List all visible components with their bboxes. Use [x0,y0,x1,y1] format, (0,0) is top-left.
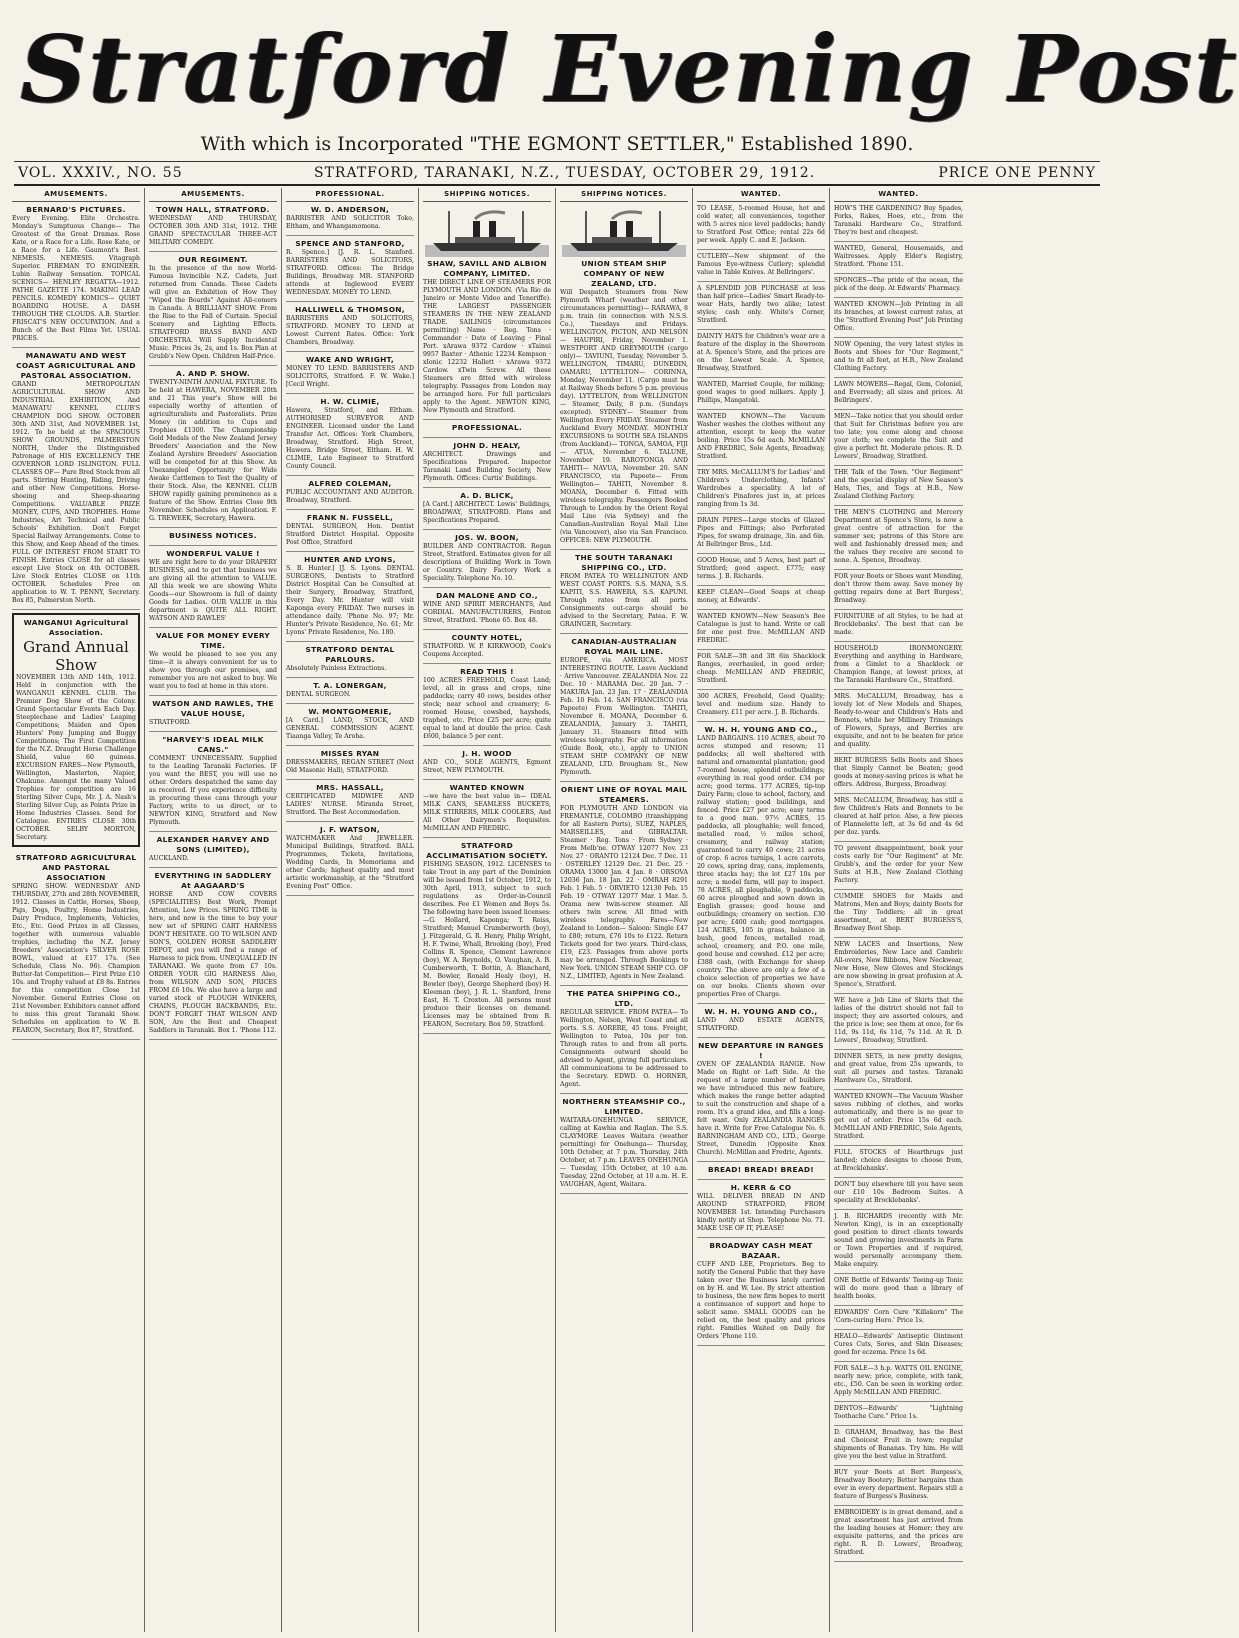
advertisement-body: MRS. McCALLUM, Broadway, has still a few Children's Hats and Bonnets to be cleared at half price. Also, a few pieces of Flannelette left, at 3s 6d and 4s 6d per doz. yards. [834,797,963,836]
advertisement-body: D. GRAHAM, Broadway, has the Best and Choicest Fruit in town; regular shipments of Bananas. Try him. He will give you the best value in Stratford. [834,1429,963,1460]
advertisement-heading: HALLIWELL & THOMSON, [295,305,405,314]
advertisement-body: CUTLERY—New shipment of the Famous Eye-witness Cutlery; splendid value in Table Knives. At Bellringers'. [697,253,825,276]
advertisement [12,850,140,1040]
advertisement [834,1210,963,1274]
advertisement [697,378,825,410]
advertisement [560,202,688,550]
advertisement-heading: STRATFORD AGRICULTURAL AND PASTORAL ASSOCIATION [15,853,137,882]
advertisement-body: HOUSEHOLD IRONMONGERY. Everything and anything in Hardware, from a Gimlet to a Shacklock or Champion Range, at lowest prices, at the Taranaki Hardware Co., Stratford. [834,645,963,684]
advertisement-body: FOR SALE—3ft and 3ft 6in Shacklock Ranges, overhauled, in good order; cheap. McMILLAN AND FREDRIC, Stratford. [697,653,825,684]
advertisement-body: WEDNESDAY AND THURSDAY, OCTOBER 30th AND 31st, 1912. THE GRAND SPECTACULAR THREE-ACT MILITARY COMEDY. [149,215,277,246]
advertisement-heading: DAN MALONE AND CO., [436,591,538,600]
advertisement [560,550,688,634]
advertisement-heading: BROADWAY CASH MEAT BAZAAR. [709,1241,813,1260]
column-2 [145,188,282,1632]
advertisement-heading: NORTHERN STEAMSHIP CO., LIMITED. [562,1097,686,1116]
advertisement-body: WANTED, General, Housemaids, and Waitresses. Apply Elder's Registry, Stratford. 'Phone 151. [834,245,963,268]
advertisement [286,678,414,704]
advertisement-body: [A Card.] ARCHITECT. Lewis' Buildings, BROADWAY, STRATFORD. Plans and Specifications Prepared. [423,501,551,524]
advertisement-body: WANTED KNOWN—The Vacuum Washer saves rubbing of clothes, and works automatically, and there is no gear to get out of order. Price 15s 6d each. McMILLAN AND FREDRIC, Sole Agents, Stratford. [834,1093,963,1140]
advertisement [834,1426,963,1466]
advertisement [149,628,277,696]
advertisement [149,868,277,1040]
advertisement-heading: WATSON AND RAWLES, THE VALUE HOUSE, [152,699,274,718]
advertisement-body: MONEY TO LEND. BARRISTERS AND SOLICITORS, Stratford. F. W. Wake.] [Cecil Wright. [286,365,414,388]
advertisement [423,488,551,530]
advertisement [560,986,688,1094]
advertisement-body: Hawera, Stratford, and Eltham. AUTHORISED SURVEYOR AND ENGINEER. Licensed under the Land Transfer Act. Offices: York Chambers, Broadway, Stratford. High Street, Hawera. Bridge Street, Eltham. H. W. CLIMIE, Late Engineer to Stratford County Council. [286,407,414,470]
advertisement [423,838,551,1034]
advertisement-heading: T. A. LONERGAN, [313,681,387,690]
advertisement-body: FOR your Boots or Shoes want Mending, don't throw them away. Save money by getting repairs done at Bert Burgess', Broadway. [834,573,963,604]
advertisement-heading: VALUE FOR MONEY EVERY TIME. [155,631,271,650]
advertisement-heading: THE SOUTH TARANAKI SHIPPING CO., LTD. [575,553,673,572]
advertisement [560,782,688,986]
advertisement [834,242,963,274]
advertisement [286,476,414,510]
advertisement [697,554,825,586]
advertisement [12,613,140,847]
advertisement-heading: SPENCE AND STANFORD, [295,239,405,248]
advertisement-body: A SPLENDID JOB PURCHASE at less than half price—Ladies' Smart Ready-to-wear Hats, hardly two alike; latest styles; cash only. White's Corner, Stratford. [697,285,825,324]
advertisement-body: MRS. McCALLUM, Broadway, has a lovely lot of New Models and Shapes, Ready-to-wear and Children's Hats and Bonnets, while her Millinery Trimmings of Flowers, Sprays, and Berries are exquisite, and not to be beaten for price and quality. [834,693,963,748]
advertisement-body: COMMENT UNNECESSARY. Supplied to the Leading Taranaki Factories. IF you want the BEST, you will use no other. Orders despatched the same day as received. If you experience difficulty in procuring these cans through your Factory, write to us direct, or to NEWTON KING, Stratford and New Plymouth. [149,755,277,826]
advertisement [834,938,963,994]
advertisement-body: DAINTY HATS for Children's wear are a feature of the display in the Showroom at A. Spence's Store, and the prices are on the Lowest Scale. A. Spence, Broadway, Stratford. [697,333,825,372]
advertisement-body: AND CO., SOLE AGENTS, Egmont Street, NEW PLYMOUTH. [423,759,551,774]
advertisement [697,722,825,1004]
advertisement-body: CERTIFICATED MIDWIFE AND LADIES' NURSE. Miranda Street, Stratford. The Best Accommodation. [286,793,414,816]
advertisement [286,394,414,476]
advertisement [834,466,963,506]
advertisement [697,610,825,650]
advertisement [834,378,963,410]
column-heading: AMUSEMENTS. [12,188,140,202]
advertisement [286,236,414,302]
advertisement [286,202,414,236]
steamship-illustration [425,207,549,257]
advertisement [286,822,414,896]
advertisement-heading: COUNTY HOTEL, [451,633,523,642]
advertisement [834,1090,963,1146]
advertisement-heading: THE PATEA SHIPPING CO., LTD. [567,989,681,1008]
advertisement-heading: MRS. HASSALL, [316,783,384,792]
advertisement-body: WILL DELIVER BREAD IN AND AROUND STRATFORD, FROM NOVEMBER 1st. Intending Purchasers kindly notify at Shop. Telephone No. 71. MAKE USE OF IT, PLEASE! [697,1193,825,1232]
column-6 [693,188,830,1632]
advertisement-body: In the presence of the now World-Famous Invincible N.Z. Cadets, Just returned from Canada. These Cadets will give an Exhibition of How They "Wiped the Boards" Against All-comers in Canada. A BRILLIANT SHOW. From the Rise to the Fall of Curtain. Special Scenery and Lighting Effects. STRATFORD BRASS BAND AND ORCHESTRA. Will Supply Incidental Music. Prices 3s, 2s, and 1s. Box Plan at Grubb's New Open. Children Half-Price. [149,265,277,360]
advertisement-body: DENTOS—Edwards' "Lightning Toothache Cure." Price 1s. [834,1405,963,1420]
advertisement-body: WE have a Job Line of Skirts that the ladies of the district should not fail to inspect; they are assorted colours, and the price is low; see them at once, for 6s 11d, 9s 11d, 6s 11d, 7s 11d. At R. D. Lowers', Broadway, Stratford. [834,997,963,1044]
advertisement-body: HEALO—Edwards' Antiseptic Ointment Cures Cuts, Sores, and Skin Diseases; good for eczema. Price 1s 6d. [834,1333,963,1356]
advertisement-body: TRY MRS. McCALLUM'S for Ladies' and Children's Underclothing, Infants' Wardrobes a speciality. A lot of Children's Pinafores just in, at prices ranging from 1s 3d. [697,469,825,508]
advertisement [834,1362,963,1402]
advertisement [149,366,277,528]
dateline: STRATFORD, TARANAKI, N.Z., TUESDAY, OCTOBER 29, 1912. [314,165,816,181]
advertisement-body: HOW'S THE GARDENING? Buy Spades, Forks, Rakes, Hoes, etc., from the Taranaki Hardware Co., Stratford. They're best and cheapest. [834,205,963,236]
advertisement-body: BUILDER AND CONTRACTOR. Regan Street, Stratford. Estimates given for all descriptions of Building Work in Town or Country. Dairy Factory Work a Speciality. Telephone No. 10. [423,543,551,582]
advertisement [286,780,414,822]
advertisement-display-line: Grand Annual Show [23,638,129,674]
advertisement [697,586,825,610]
advertisement-heading: W. MONTGOMERIE, [308,707,392,716]
advertisement [834,1306,963,1330]
newspaper-subtitle: With which is Incorporated "THE EGMONT SETTLER," Established 1890. [200,133,914,155]
advertisement-body: S. B. Hunter.] [J. S. Lyons. DENTAL SURGEONS, Dentists to Stratford District Hospital Can be Consulted at their Surgery, Broadway, Stratford, Every Day. Mr. Hunter will visit Kaponga every FRIDAY. Two nurses in attendance daily. 'Phone No. 97; Mr. Hunter's Private Residence, No. 61; Mr. Lyons' Private Residence, No. 180. [286,565,414,636]
advertisement-body: CUMMIE SHOES for Maids and Matrons, Men and Boys; dainty Boots for the Tiny Toddlers; all in great assortment, at BERT BURGESS'S, Broadway Boot Shop. [834,893,963,932]
steamship-illustration [562,207,686,257]
advertisement [834,890,963,938]
advertisement-body: LAWN MOWERS—Regal, Gem, Coloniel, and Everready; all sizes and prices. At Bellringers'. [834,381,963,404]
advertisement-body: Will Despatch Steamers from New Plymouth Wharf (weather and other circumstances permitting)— RARAWA, 8 p.m. train (in connection with N.S.S. Co.), Tuesdays and Fridays. WELLINGTON, PICTON, AND NELSON— HAUPIRI, Friday, November 1. WESTPORT AND GREYMOUTH (cargo only)— TAVIUNI, Tuesday, November 5. WELLINGTON, TIMARU, DUNEDIN, OAMARU, LYTTELTON— CORINNA, Monday, November 11. (Cargo must be at Railway Sheds before 5 p.m. previous day). LYTTELTON, from WELLINGTON— Steamer, Daily, 8 p.m. (Sundays excepted). SYDNEY— Steamer from Wellington Every FRIDAY. Steamer from Auckland Every MONDAY. MONTHLY EXCURSIONS to SOUTH SEA ISLANDS (from Auckland)— TONGA, SAMOA, FIJI— ATUA, November 6. TALUNE, November 19. RAROTONGA AND TAHITI— NAVUA, November 20. SAN FRANCISCO, via Papeete— From Wellington— TAHITI, November 8. MOANA, December 6. Fitted with wireless telegraphy. Passengers Booked Through to London by the Orient Royal Mail Line (via Sydney) and the Canadian-Australian Royal Mail Line (via Vancouver), also via San Francisco. OFFICES: NEW PLYMOUTH. [560,289,688,544]
advertisement [834,842,963,890]
advertisement [697,202,825,250]
advertisement [697,1038,825,1162]
advertisement [834,1050,963,1090]
advertisement-heading: NEW DEPARTURE IN RANGES ! [698,1041,824,1060]
advertisement-body: SPONGES—The pride of the ocean, the pick of the deep. At Edwards' Pharmacy. [834,277,963,292]
advertisement [149,252,277,366]
advertisement-body: GRAND METROPOLITAN AGRICULTURAL SHOW AND INDUSTRIAL EXHIBITION, And MANAWATU KENNEL CLUB'S CHAMPION DOG SHOW. OCTOBER 30th AND 31st, And NOVEMBER 1st, 1912. To be held at the SPACIOUS SHOW GROUNDS, PALMERSTON NORTH, Under the Distinguished Patronage of HIS EXCELLENCY THE GOVERNOR LORD ISLINGTON. FULL CLASSES OF— Pure Bred Stock from all parts. Stirring Hunting, Riding, Driving and other New Competitions. Horse-shoeing and Sheep-shearing Competitions. VALUABLE PRIZE MONEY, CUPS, AND TROPHIES. Home Industries, Art Technical and Public Schools' Exhibition. Don't Forget Special Railway Arrangements. Come to this Show, and Keep Ahead of the times. FULL OF INTEREST FROM START TO FINISH. Entries CLOSE for all classes except Live Stock on 4th OCTOBER. Live Stock Entries CLOSE on 11th OCTOBER. Schedules Free on application to W. T. PENNY, Secretary. Box 85, Palmerston North. [12,381,140,604]
advertisement-body: 100 ACRES FREEHOLD, Coast Land; level, all in grass and crops, nine paddocks; carry 40 cows, besides other stock; near school and creamery; 6-roomed House, cowshed, haysheds, traphed, etc. Price £25 per acre; quite equal to land at double the price. Cash £600, balance 5 per cent. [423,677,551,740]
advertisement [834,1178,963,1210]
advertisement [834,202,963,242]
column-1 [8,188,145,1632]
column-heading: WANTED. [697,188,825,202]
advertisement-body: FURNITURE of all Styles, to be had at Brocklebanks'. The best that can be made. [834,613,963,636]
advertisement [12,348,140,610]
advertisement-heading: ORIENT LINE OF ROYAL MAIL STEAMERS. [560,785,688,804]
advertisement-body: ARCHITECT. Drawings and Specifications Prepared. Inspector Taranaki Land Building Society, New Plymouth. Offices: Curtis' Buildings. [423,451,551,482]
advertisement-body: DRAIN PIPES—Large stocks of Glazed Pipes and Fittings; also Perforated Pipes, for swamp drainage, 3in. and 6in. At Bellringer Bros., Ltd. [697,517,825,548]
advertisement-body: —we have the best value in— IDEAL MILK CANS, SEAMLESS BUCKETS, MILK STIRRERS, MILK COOLERS, And All Other Dairymen's Requisites. McMILLAN AND FREDRIC. [423,793,551,832]
advertisement-body: DENTAL SURGEON, Hon. Dentist Stratford District Hospital. Opposite Post Office, Stratford [286,523,414,546]
newspaper-columns [8,188,1106,1632]
advertisement [149,732,277,832]
advertisement [286,552,414,642]
advertisement-body: NOVEMBER 13th AND 14th, 1912. Held in conjunction with the WANGANUI KENNEL CLUB. The Premier Dog Show of the Colony. Grand Spectacular Events Each Day. Steeplechase and Ladies' Leaping Competitions; Maiden and Open Hunters' Pony Jumping and Buggy Competitions; The First Competition for the N.Z. Draught Horse Challenge Shield, value 60 guineas. EXCURSION FARES—New Plymouth, Wellington, Masterton, Napier, Ohakune. Amongst the many Valued Trophies for competition are 16 Sterling Silver Cups, Mr. J. A. Nash's Sterling Silver Cup, as Points Prize in Home Industries Classes. Send for Catalogue. ENTRIES CLOSE 30th OCTOBER. SELBY MORTON, Secretary. [16,674,136,841]
advertisement-heading: BREAD! BREAD! BREAD! [708,1165,814,1174]
advertisement [12,202,140,348]
advertisement [423,530,551,588]
advertisement-body: FOR PLYMOUTH AND LONDON via FREMANTLE, COLOMBO (transhipping for all Eastern Ports), SUEZ, NAPLES, MARSEILLES, and GIBRALTAR. Steamer · Reg. Tons · From Sydney · From Melb'ne. OTWAY 12077 Nov. 23 Nov. 27 · ORANTO 12124 Dec. 7 Dec. 11 · OSTERLEY 12129 Dec. 21 Dec. 25 · ORAMA 13000 Jan. 4 Jan. 8 · ORSOVA 12036 Jan. 18 Jan. 22 · OMRAH 8291 Feb. 1 Feb. 5 · ORVIETO 12130 Feb. 15 Feb. 19 · OTWAY 12077 Mar. 1 Mar. 5. Orama new twin-screw steamer. All others twin screw. All fitted with wireless telegraphy. Fares—New Zealand to London— Saloon: Single £47 to £80; return, £76 10s to £122. Return Tickets good for two years. Third-class, £19, £23. Passages from above ports may be arranged. Through Bookings to New York. UNION STEAM SHIP CO. OF N.Z., LIMITED, Agents in New Zealand. [560,805,688,980]
advertisement [286,642,414,678]
advertisement [834,690,963,754]
advertisement [834,642,963,690]
advertisement [834,1466,963,1506]
advertisement [423,588,551,630]
advertisement [697,282,825,330]
newspaper-title: Stratford Evening Post [20,15,1239,123]
advertisement [149,546,277,628]
advertisement-body: WANTED KNOWN—Job Printing in all its branches, at lowest current rates, at the "Stratford Evening Post" Job Printing Office. [834,301,963,332]
advertisement [560,634,688,782]
advertisement-body: WATCHMAKER And JEWELLER. Municipal Buildings, Stratford. BALL Programmes, Tickets, Invitations, Wedding Cards, In Memoriams and other Cards; highest quality and most artistic workmanship, at the "Stratford Evening Post" Office. [286,835,414,890]
advertisement-body: Absolutely Painless Extractions. [286,665,387,672]
advertisement-body: FISHING SEASON, 1912. LICENSES to take Trout in any part of the Dominion will be issued from 1st October, 1912, to 30th April, 1913, subject to such regulations as Order-in-Council describes. Fee £1 Women and Boys 5s. The following have been issued licenses:—G. Hollard, Kaponga; T. Reiss, Stratford; Manuel Crumberworth (boy), J. Fitzgerald, G. R. Henry, Philip Wright, H. F. Twine, Whall, Brooking (boy), Fred Collins R. Spence, Clement Lawrence (boy), W. A. Reynolds, O. Vaughan, A. B. Cumberworth, T. Bottin, A. Blanchard, M. Bowler, Ronald Healy (boy), H. Bowler (boy), George Shepherd (boy) H. Kleeman (boy), J. R. L. Stanford, Irene East, H. T. Croxton. All persons must produce their licenses on demand. Licenses may be obtained from B. FEARON, Secretary. Box 59, Stratford. [423,861,551,1028]
advertisement [286,704,414,746]
advertisement [149,202,277,252]
advertisement [834,506,963,570]
advertisement [697,466,825,514]
volume-number: VOL. XXXIV., NO. 55 [18,165,183,181]
advertisement-body: J. B. RICHARDS (recently with Mr. Newton King), is in an exceptionally good position to direct clients towards sound and growing investments in Farm or Town Properties and if required, would personally accompany them. Make enquiry. [834,1213,963,1268]
advertisement-body: BARRISTER AND SOLICITOR Toko, Eltham, and Whangamomona. [286,215,414,230]
advertisement-heading: STRATFORD ACCLIMATISATION SOCIETY. [426,841,548,860]
advertisement [697,250,825,282]
advertisement [834,754,963,794]
advertisement-body: PUBLIC ACCOUNTANT AND AUDITOR. Broadway, Stratford. [286,489,414,504]
advertisement-body: DINNER SETS, in new pretty designs, and great value, from 25s upwards, to suit all purses and tastes. Taranaki Hardware Co., Stratford. [834,1053,963,1084]
advertisement-body: ONE Bottle of Edwards' Teeing-up Tonic will do more good than a library of health books. [834,1277,963,1300]
advertisement-body: FOR SALE—3 h.p. WATTS OIL ENGINE, nearly new; price, complete, with tank, etc., £50. Can be seen in working order. Apply McMILLAN AND FREDRIC. [834,1365,963,1396]
advertisement-body: HORSE AND COW COVERS (SPECIALITIES) Best Work, Prompt Attention, Low Prices. SPRING TIME is here, and now is the time to buy your new set of SPRING CART HARNESS DON'T HESITATE. GO TO WILSON AND SON'S, GOLDEN HORSE SADDLERY DEPOT, and you will find a range of Harness to pick from. UNEQUALLED IN TARANAKI. We quote from £7 10s. ORDER YOUR GIG HARNESS Also, from WILSON AND SON, PRICES FROM £6 10s. We also have a large and varied stock of PLOUGH WINKERS, CHAINS, PLOUGH BACKBANDS, Etc. DON'T FORGET THAT WILSON AND SON, Are the Best and Cheapest Saddlers in Taranaki. Box 1. 'Phone 112. [149,891,277,1034]
advertisement-body: 300 ACRES, Freehold, Good Quality; level and medium size. Handy to Creamery. £11 per acre. J. B. Richards. [697,693,825,716]
advertisement-body: WANTED KNOWN—The Vacuum Washer washes the clothes without any attention, except to keep the water boiling. Price 15s 6d each. McMILLAN AND FREDRIC, Sole Agents, Broadway, Stratford. [697,413,825,460]
advertisement [286,352,414,394]
advertisement-heading: CANADIAN-AUSTRALIAN ROYAL MAIL LINE. [571,637,677,656]
advertisement-body: EDWARDS' Corn Cure "Killakorn" The 'Corn-curing Hero.' Price 1s. [834,1309,963,1324]
advertisement-heading: TOWN HALL, STRATFORD. [156,205,270,214]
advertisement [697,514,825,554]
column-heading: SHIPPING NOTICES. [560,188,688,202]
advertisement-body: GOOD House, and 5 Acres, best part of Stratford; good aspect. £775; easy terms. J. B. Richards. [697,557,825,580]
advertisement-heading: W. D. ANDERSON, [310,205,390,214]
advertisement [697,690,825,722]
advertisement-heading: FRANK N. FUSSELL, [306,513,394,522]
advertisement-heading: OUR REGIMENT. [178,255,248,264]
advertisement-body: NEW LACES and Insertions, New Embroideries, New Lace and Cambric All-overs, New Ribbons, New Neckwear, New Hose, New Gloves and Stockings are now showing in great profusion at A. Spence's, Stratford. [834,941,963,988]
advertisement-heading: W. H. H. YOUNG AND CO., [704,1007,818,1016]
advertisement-body: TO prevent disappointment, book your costs early for "Our Regiment" at Mr. Grubb's, and the order for your New Suits at H.B., New Zealand Clothing Factory. [834,845,963,884]
advertisement-body: SPRING SHOW. WEDNESDAY AND THURSDAY, 27th and 28th NOVEMBER, 1912. Classes in Cattle, Horses, Sheep, Pigs, Dogs, Poultry, Home Industries, Dairy Produce, Implements, Vehicles, Etc., Etc. Good Prizes in all Classes, together with numerous valuable trophies, including the N.Z. Jersey Breeders' Association's SILVER ROSE BOWL, valued at £17 17s. (See Schedule, Class No. 96). Champion Butter-fat Competition— First Prize £10 10s. and Trophy valued at £8 8s. Entries for this competition Close 1st November. General Entries Close on 21st November. Exhibitors cannot afford to miss this great Taranaki Show. Schedules on application to W. B. FEARON, Secretary, Box 87, Stratford. [12,883,140,1034]
advertisement [834,610,963,642]
advertisement [423,438,551,488]
advertisement-body: DON'T buy elsewhere till you have seen our £10 10s Bedroom Suites. A speciality at Brocklebanks'. [834,1181,963,1204]
advertisement [697,650,825,690]
advertisement-body: LAND AND ESTATE AGENTS, STRATFORD. [697,1017,825,1032]
advertisement [697,1004,825,1038]
column-3 [282,188,419,1632]
advertisement [834,338,963,378]
advertisement [834,410,963,466]
advertisement [423,202,551,420]
advertisement [834,1146,963,1178]
advertisement-body: WAITARA-ONEHUNGA SERVICE, calling at Kawhia and Raglan. The S.S. CLAYMORE Leaves Waitara (weather permitting) for Onehunga— Thursday, 10th October, at 7 p.m. Thursday, 24th October, at 7 p.m. LEAVES ONEHUNGA— Tuesday, 15th October, at 10 a.m. Tuesday, 22nd October, at 10 a.m. H. E. VAUGHAN, Agent, Waitara. [560,1117,688,1188]
advertisement [834,1330,963,1362]
advertisement-body: BARRISTERS AND SOLICITORS, STRATFORD. MONEY TO LEND at Lowest Current Rates. Office: York Chambers, Broadway. [286,315,414,346]
advertisement-heading: H. KERR & CO [730,1183,792,1192]
advertisement-body: TO LEASE, 5-roomed House, hot and cold water, all conveniences, together with 5 acres nice level paddocks; handy to Stratford Post Office; rental 22s 6d per week. Apply C. and E. Jackson. [697,205,825,244]
advertisement-body: Every Evening. Elite Orchestra. Monday's Sumptuous Change— The Greatest of the Great Dramas. Rose Kate, or a Race for a Life. Rose Kate, or a Race for a Life. Gaumont's Best. NEMESIS. NEMESIS. Vitagraph Superior. FIREMAN TO ENGINEER. Lubin Railway Sensation. TOPICAL SCENICS— HENLEY REGATTA—1912. PATHE GAZETTE 174. MAKING LEAD PENCILS. KOMEDY KOMICS— QUIET BOARDING HOUSE. A DASH THROUGH THE CLOUDS. A.B. Startler. FRISCAT'S NEW OCCUPATION. And a Bunch of the Best Films Yet. USUAL PRICES. [12,215,140,342]
advertisement-heading: A. D. BLICK, [460,491,514,500]
advertisement [834,570,963,610]
advertisement-heading: BERNARD'S PICTURES. [26,205,126,214]
advertisement-body: CUFF AND LEE, Proprietors. Beg to notify the General Public that they have taken over the Business lately carried on by H. and W. Lee. By strict attention to business, the new firm hopes to merit a continuance of support and hope to solicit same. SMALL GOODS can be relied on, the best quality and prices right. Families Waited on Daily for Orders 'Phone 110. [697,1261,825,1340]
advertisement [834,794,963,842]
advertisement-heading: SHAW, SAVILL AND ALBION COMPANY, LIMITED. [427,259,547,278]
advertisement-heading: "HARVEY'S IDEAL MILK CANS." [162,735,264,754]
advertisement-body: MEN—Take notice that you should order that Suit for Christmas before you are too late; you come along and choose your cloth; we complete the Suit and give a perfect fit. Moderate prices. R. D. Lowers', Broadway, Stratford. [834,413,963,460]
advertisement-body: R. Spence.] [J. R. L. Stanford. BARRISTERS AND SOLICITORS, STRATFORD. Offices: The Bridge Buildings, Broadway. MR. STANFORD attends at Inglewood EVERY WEDNESDAY. MONEY TO LEND. [286,249,414,296]
advertisement-body: DRESSMAKERS, REGAN STREET (Next Old Masonic Hall), STRATFORD. [286,759,414,774]
advertisement-heading: H. W. CLIMIE, [320,397,380,406]
advertisement-heading: J. H. WOOD [462,749,512,758]
advertisement [834,1506,963,1562]
masthead [0,0,1239,181]
advertisement [834,298,963,338]
advertisement-body: FULL STOCKS of Hearthrugs just landed; choice designs to choose from, at Brocklebanks'. [834,1149,963,1172]
advertisement-heading: BUSINESS NOTICES. [169,531,257,540]
advertisement-body: DENTAL SURGEON. [286,691,351,698]
advertisement-heading: JOHN D. HEALY, [453,441,521,450]
column-heading: AMUSEMENTS. [149,188,277,202]
advertisement-heading: A. AND P. SHOW. [176,369,250,378]
advertisement-heading: J. F. WATSON, [320,825,380,834]
advertisement [423,780,551,838]
advertisement-heading: MISSES RYAN [320,749,380,758]
advertisement [149,528,277,546]
advertisement-body: EMBROIDERY is in great demand, and a great assortment has just arrived from the leading houses at Homer; they are exquisite patterns, and the prices are right. R. D. Lowers', Broadway, Stratford. [834,1509,963,1556]
advertisement-body: WE are right here to do your DRAPERY BUSINESS, and to get that business we are giving all the attention to VALUE. All this week we are showing White Goods—our Showroom is full of dainty Goods for Ladies. OUR VALUE in this department is QUITE ALL RIGHT. WATSON AND RAWLES' [149,559,277,622]
advertisement-heading: PROFESSIONAL. [451,423,523,432]
column-5 [556,188,693,1632]
column-4 [419,188,556,1632]
advertisement-body: AUCKLAND. [149,855,189,862]
advertisement-body: THE MEN'S CLOTHING and Mercery Department at Spence's Store, is now a great centre of attraction for the summer sex; patrons of this Store are well and fashionably dressed men; and the values they receive are second to none. A. Spence, Broadway. [834,509,963,564]
advertisement-body: THE Talk of the Town. "Our Regiment" and the special display of New Season's Hats, Ties, and Togs at H.B., New Zealand Clothing Factory. [834,469,963,500]
advertisement [423,630,551,664]
advertisement-heading: W. H. H. YOUNG AND CO., [704,725,818,734]
advertisement-heading: JOS. W. BOON, [455,533,519,542]
advertisement-heading: MANAWATU AND WEST COAST AGRICULTURAL AND PASTORAL ASSOCIATION. [16,351,136,380]
advertisement-heading: READ THIS ! [460,667,514,676]
advertisement [423,746,551,780]
column-heading: PROFESSIONAL. [286,188,414,202]
advertisement [423,664,551,746]
advertisement [286,510,414,552]
advertisement-body: STRATFORD. W. P. KIRKWOOD, Cook's Coupons Accepted. [423,643,551,658]
advertisement-heading: WANTED KNOWN [449,783,525,792]
advertisement-heading: STRATFORD DENTAL PARLOURS. [305,645,395,664]
advertisement-body: WINE AND SPIRIT MERCHANTS, And CORDIAL MANUFACTURERS, Fenton Street, Stratford. 'Phone 65. Box 48. [423,601,551,624]
advertisement-heading: WANGANUI Agricultural Association. [23,618,129,637]
advertisement [834,1274,963,1306]
advertisement [834,1402,963,1426]
advertisement [697,1162,825,1180]
advertisement-body: We would be pleased to see you any time—it is always convenient for us to show you through our premises, and remember you are not asked to buy. We want you to feel at home in this store. [149,651,277,690]
advertisement-body: OVEN OF ZEALANDIA RANGE. Now Made on Right or Left Side. At the request of a large number of builders we have introduced this new feature, which makes the range better adapted to suit the construction and shape of a room. It's a grand idea, and fills a long-felt want. Only ZEALANDIA RANGES have it. Write for Free Catalogue No. 6. BARNINGHAM AND CO., LTD., George Street, Dunedin (Opposite Knox Church). McMillan and Fredric, Agents. [697,1061,825,1156]
advertisement-body: BUY your Boots at Bert Burgess's, Broadway Bootery; Better bargains than ever in every department. Repairs still a feature of Burgess's Business. [834,1469,963,1500]
advertisement [149,696,277,732]
advertisement-body: EUROPE, via AMERICA. MOST INTERESTING ROUTE. Leave Auckland · Arrive Vancouver. ZEALANDIA Nov. 22 Dec. 10 · MARAMA Dec. 20 Jan. 7 · MAKURA Jan. 23 Jan. 17 · ZEALANDIA Feb. 10 Feb. 14. SAN FRANCISCO (via Papeete) From Wellington. TAHITI, November 8. MOANA, December 6. ZEALANDIA, January 3. TAHITI, January 31. Steamers fitted with wireless telegraphy. For all information (Guide Book, etc.), apply to UNION STEAM SHIP COMPANY OF NEW ZEALAND, LTD. Brougham St., New Plymouth. [560,657,688,776]
price: PRICE ONE PENNY [938,165,1096,181]
advertisement-heading: WONDERFUL VALUE ! [166,549,260,558]
advertisement [286,746,414,780]
advertisement-body: WANTED, Married Couple, for milking; good wages to good milkers. Apply J. Phillips, Mangatoki. [697,381,825,404]
advertisement [560,1094,688,1194]
advertisement-body: NOW Opening, the very latest styles in Boots and Shoes for "Our Regiment," and to fit all feet, at H.B., New Zealand Clothing Factory. [834,341,963,372]
column-7 [830,188,967,1632]
advertisement-body: KEEP CLEAN—Good Soaps at cheap money, at Edwards'. [697,589,825,604]
advertisement-body: FROM PATEA TO WELLINGTON AND WEST COAST PORTS. S.S. MANA, S.S. KAPITI, S.S. HAWERA, S.S. KAPUNI. Through rates from all ports. Consignments out-cargo should be advised to the Secretary, Patea. F. W. GRAINGER, Secretary. [560,573,688,628]
advertisement-heading: ALFRED COLEMAN, [308,479,392,488]
advertisement [149,832,277,868]
advertisement [697,1180,825,1238]
advertisement-heading: ALEXANDER HARVEY AND SONS (LIMITED), [156,835,270,854]
advertisement-body: TWENTY-NINTH ANNUAL FIXTURE. To be held at HAWERA, NOVEMBER 20th and 21 This year's Show will be especially worthy of attention of agriculturalists and Pastoralists. Prize Money (in addition to Cups and Trophies £1300. The Championship Gold Medals of the New Zealand Jersey Breeders' Association and the New Zealand Ayrshire Breeders' Association will be competed for at this Show. An Unexampled Opportunity for Wide Awake Cattlemen to Test the Quality of their Stock. Also, the KENNEL CLUB SHOW rapidly gaining prominence as a feature of the Show. Entries Close 9th November. Schedules on Application. F. G. TREWEEK, Secretary, Hawera. [149,379,277,522]
advertisement [697,410,825,466]
advertisement-body: BERT BURGESS Sells Boots and Shoes that Simply Cannot be Beaten; good goods at money-saving prices is what he offers. Address, Burgess, Broadway. [834,757,963,788]
advertisement [834,994,963,1050]
advertisement [697,1238,825,1346]
advertisement [286,302,414,352]
advertisement [834,274,963,298]
advertisement-body: REGULAR SERVICE. FROM PATEA— To Wellington, Nelson, West Coast and all ports. S.S. AORERE, 45 tons. Freight, Wellington to Patea, 10s per ton. Through rates to and from all ports. Consignments outward should be advised to Agent, giving full particulars. All communications to be addressed to the Secretary. EDWD. O. HORNER, Agent. [560,1009,688,1088]
advertisement-heading: WAKE AND WRIGHT, [306,355,394,364]
advertisement-body: [A Card.] LAND, STOCK, AND GENERAL COMMISSION AGENT. Tiaanga Valley, Te Aroha. [286,717,414,740]
advertisement-body: WANTED KNOWN—New Season's Bee Catalogue is just to hand. Write or call for one post free. McMILLAN AND FREDRIC. [697,613,825,644]
column-heading: SHIPPING NOTICES. [423,188,551,202]
advertisement-body: THE DIRECT LINE OF STEAMERS FOR PLYMOUTH AND LONDON. (Via Rio de Janeiro or Monte Video and Teneriffe). THE LARGEST PASSENGER STEAMERS IN THE NEW ZEALAND TRADE. SAILINGS (circumstances permitting) Name · Reg. Tons · Commander · Date of Leaving · Final Port. xArawa 9372 Cardow · xTainui 9957 Baxter · Athenic 12234 Kempson · xIonic 12232 Hallett · xArawa 9372 Cardow. xTwin Screw. All these Steamers are fitted with wireless telegraphy. Passages from London may be arranged here. For full particulars apply to the Agent. NEWTON KING, New Plymouth and Stratford. [423,279,551,414]
advertisement [423,420,551,438]
advertisement [697,330,825,378]
advertisement-heading: UNION STEAM SHIP COMPANY OF NEW ZEALAND, LTD. [581,259,667,288]
advertisement-body: LAND BARGAINS. 110 ACRES, about 70 acres stumped and resown; 11 paddocks; all well sheltered with natural and ornamental plantation; good 7-roomed house, splendid outbuildings; everything in real good order. £34 per acre; good terms. 177 ACRES, tip-top Dairy Farm; close to school, factory, and railway station; good buildings, and fenced. Price £27 per acre; easy terms to a good man. 97½ ACRES, 15 paddocks, all ploughable; well fenced, metalled road, ½ miles school, creamery, and railway station; guaranteed to carry 40 cows; 21 acres of crop. 6 acres turnips, 1 acre carrots, 20 cows, spring dray, cans, implements, three stacks hay; the lot £27 10s per acre; a model farm, will pay to inspect. 78 ACRES, all ploughable, 9 paddocks, 60 acres ploughed and sown down in English grasses; good house and outbuildings; creamery on section. £30 per acre; £400 cash; good mortgages. 124 ACRES, 105 in grass, balance in bush, good fences, metalled road, school, creamery, and P.O. one mile, good house and cowshed. £12 per acre; £388 cash, (with Exchange for sheep country. The above are only a few of a choice selection of properties we have on our books. Clients shown over properties Free of Charge. [697,735,825,998]
advertisement-heading: EVERYTHING IN SADDLERY At AAGAARD'S [154,871,272,890]
column-heading: WANTED. [834,188,963,202]
advertisement-body: STRATFORD. [149,719,192,726]
dateline-bar [14,161,1100,186]
advertisement-heading: HUNTER AND LYONS, [304,555,396,564]
